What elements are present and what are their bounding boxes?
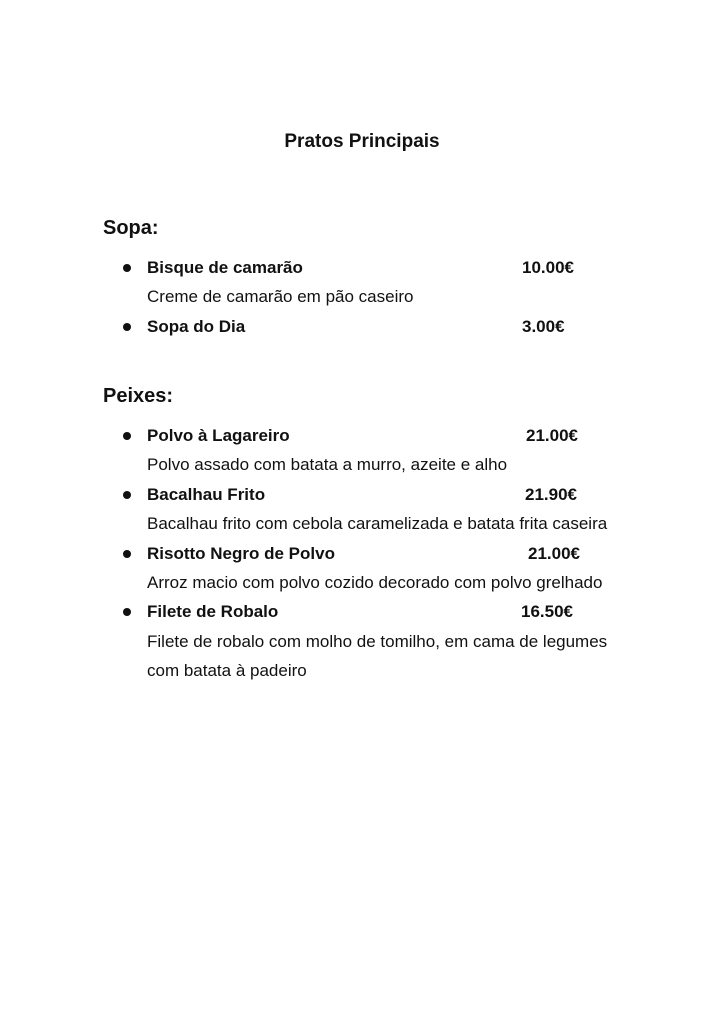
menu-item (103, 539, 663, 598)
menu-item (103, 480, 663, 539)
item-description: Filete de robalo com molho de tomilho, em cama de legumes com batata à padeiro (147, 631, 608, 681)
bullet-icon (123, 550, 131, 558)
item-name: Filete de Robalo (147, 602, 279, 622)
item-price: 21.00€ (526, 426, 578, 445)
item-price: 16.50€ (521, 602, 573, 622)
item-name: Risotto Negro de Polvo (147, 543, 335, 563)
item-price: 21.00€ (528, 543, 580, 563)
item-price: 3.00€ (522, 316, 565, 336)
section-peixes (103, 383, 663, 686)
item-name: Polvo à Lagareiro (147, 426, 290, 445)
bullet-icon (123, 608, 131, 616)
menu-item (103, 597, 663, 685)
item-description: Bacalhau frito com cebola caramelizada e batata frita caseira (147, 514, 608, 534)
menu-item (103, 312, 663, 341)
menu-item (103, 421, 663, 480)
bullet-icon (123, 432, 131, 440)
item-description: Creme de camarão em pão caseiro (147, 287, 414, 307)
item-price: 21.90€ (525, 484, 577, 504)
item-description: Polvo assado com batata a murro, azeite e alho (147, 455, 508, 475)
item-price: 10.00€ (522, 258, 574, 277)
section-sopa (103, 215, 663, 341)
bullet-icon (123, 323, 131, 331)
menu-item (103, 253, 663, 312)
section-title: Peixes: (103, 385, 174, 407)
item-name: Bacalhau Frito (147, 484, 266, 504)
section-title: Sopa: (103, 217, 159, 239)
item-name: Sopa do Dia (147, 316, 246, 336)
item-name: Bisque de camarão (147, 258, 303, 277)
bullet-icon (123, 264, 131, 272)
item-description: Arroz macio com polvo cozido decorado com polvo grelhado (147, 573, 603, 593)
page-title: Pratos Principais (284, 131, 440, 152)
bullet-icon (123, 491, 131, 499)
